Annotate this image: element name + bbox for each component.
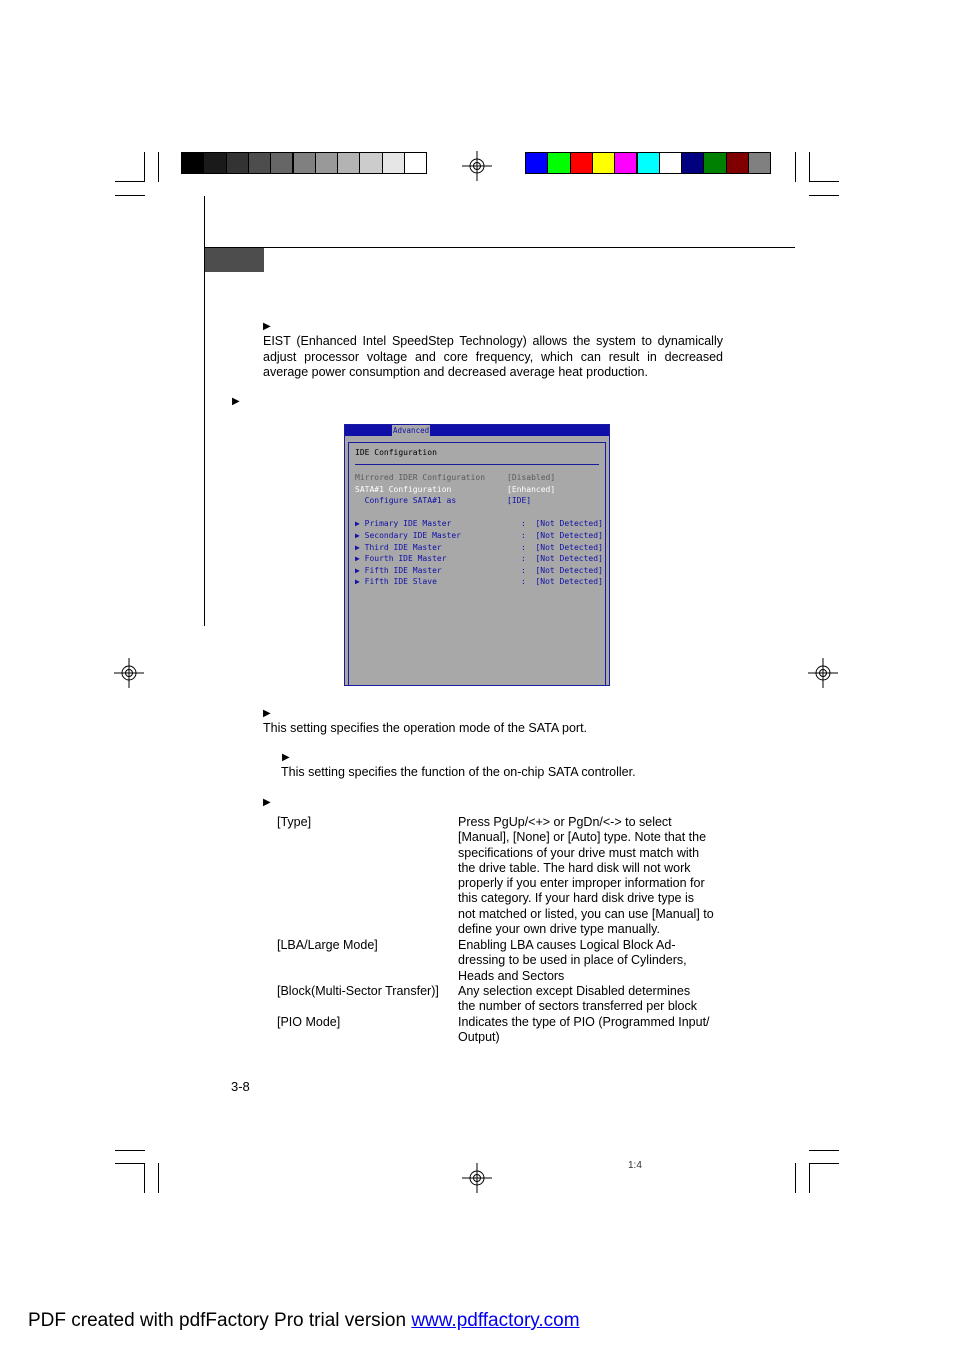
crop-mark (115, 1150, 145, 1151)
registration-mark-icon (808, 658, 838, 688)
table-desc-line: Heads and Sectors (458, 968, 565, 983)
color-swatch (748, 152, 771, 174)
table-desc (458, 984, 726, 1015)
table-desc (458, 938, 726, 984)
bios-device-label[interactable]: ▶ Third IDE Master (355, 543, 442, 552)
crop-mark (115, 181, 145, 182)
crop-mark (144, 1163, 145, 1193)
bullet-arrow-icon: ▶ (263, 797, 271, 808)
color-swatch (226, 152, 249, 174)
bios-device-value: : [Not Detected] (521, 531, 603, 540)
table-desc-line: Output) (458, 1030, 500, 1045)
page-number: 3-8 (231, 1079, 250, 1094)
sata-port-description: This setting specifies the operation mode of the SATA port. (263, 721, 588, 735)
bios-device-value: : [Not Detected] (521, 577, 603, 586)
bios-device-value: : [Not Detected] (521, 554, 603, 563)
bullet-arrow-icon: ▶ (263, 321, 271, 332)
table-desc (458, 1015, 726, 1046)
table-desc-line: specifications of your drive must match with (458, 845, 700, 860)
crop-mark (809, 1163, 810, 1193)
table-desc (458, 815, 726, 937)
color-swatch (359, 152, 382, 174)
bios-screenshot (344, 424, 610, 686)
bios-menu-bar (345, 425, 609, 436)
registration-mark-icon (462, 1163, 492, 1193)
bios-device-label[interactable]: ▶ Fifth IDE Slave (355, 577, 437, 586)
crop-mark (115, 1163, 145, 1164)
crop-mark (809, 195, 839, 196)
color-swatch (525, 152, 548, 174)
table-term: [Type] (277, 815, 312, 829)
table-desc-line: properly if you enter improper information for (458, 876, 705, 891)
color-swatch (203, 152, 226, 174)
footer-text: PDF created with pdfFactory Pro trial version (28, 1310, 412, 1331)
color-swatch (315, 152, 338, 174)
bios-panel-title: IDE Configuration (355, 448, 437, 457)
color-swatch (337, 152, 360, 174)
table-desc-line: Enabling LBA causes Logical Block Ad- (458, 938, 676, 952)
bullet-arrow-icon: ▶ (282, 752, 290, 763)
table-term: [Block(Multi-Sector Transfer)] (277, 984, 439, 998)
print-mark: 1:4 (628, 1160, 642, 1171)
bios-option-value[interactable]: [IDE] (507, 496, 532, 505)
table-desc-line: the number of sectors transferred per block (458, 999, 698, 1014)
bios-option-label[interactable]: SATA#1 Configuration (355, 485, 452, 494)
bios-device-value: : [Not Detected] (521, 566, 603, 575)
crop-mark (795, 152, 796, 182)
bios-device-label[interactable]: ▶ Fourth IDE Master (355, 554, 447, 563)
crop-mark (809, 1163, 839, 1164)
bios-tab-advanced[interactable]: Advanced (393, 426, 430, 435)
crop-mark (809, 152, 810, 182)
table-term: [LBA/Large Mode] (277, 938, 378, 952)
crop-mark (158, 1163, 159, 1193)
crop-mark (795, 1163, 796, 1193)
color-swatch (592, 152, 615, 174)
color-swatch (637, 152, 660, 174)
color-swatch (547, 152, 570, 174)
bios-option-label[interactable]: Configure SATA#1 as (355, 496, 457, 505)
color-swatch (703, 152, 726, 174)
table-desc-line: the drive table. The hard disk will not work (458, 860, 691, 875)
color-swatch (726, 152, 749, 174)
table-desc-line: Indicates the type of PIO (Programmed Input/ (458, 1015, 710, 1029)
table-desc-line: [Manual], [None] or [Auto] type. Note that the (458, 830, 707, 845)
bios-device-value: : [Not Detected] (521, 543, 603, 552)
color-swatch (681, 152, 704, 174)
crop-mark (115, 195, 145, 196)
table-desc-line: define your own drive type manually. (458, 922, 660, 937)
registration-mark-icon (114, 658, 144, 688)
table-desc-line: Press PgUp/<+> or PgDn/<-> to select (458, 815, 672, 829)
sata-controller-description: This setting specifies the function of the on-chip SATA controller. (281, 765, 636, 779)
color-swatch (382, 152, 405, 174)
crop-mark (809, 181, 839, 182)
table-desc-line: not matched or listed, you can use [Manual] to (458, 906, 714, 921)
bios-divider (355, 464, 599, 465)
bios-device-value: : [Not Detected] (521, 519, 603, 528)
table-desc-line: dressing to be used in place of Cylinders, (458, 953, 687, 968)
bullet-arrow-icon: ▶ (263, 708, 271, 719)
bios-device-label[interactable]: ▶ Fifth IDE Master (355, 566, 442, 575)
color-swatch (614, 152, 637, 174)
color-swatch (404, 152, 427, 174)
crop-mark (809, 1150, 839, 1151)
eist-description: EIST (Enhanced Intel SpeedStep Technology) allows the system to dynamically adjust processor voltage and core frequency, which can result in decreased average power consumption and decreased average heat production. (263, 334, 723, 379)
bios-option-value[interactable]: [Enhanced] (507, 485, 556, 494)
chapter-tab (205, 248, 264, 272)
color-swatch (570, 152, 593, 174)
bios-device-label[interactable]: ▶ Primary IDE Master (355, 519, 452, 528)
bios-option-label[interactable]: Mirrored IDER Configuration (355, 473, 486, 482)
color-swatch (270, 152, 293, 174)
color-swatch (659, 152, 682, 174)
color-swatch (181, 152, 204, 174)
registration-mark-icon (462, 151, 492, 181)
bios-option-value[interactable]: [Disabled] (507, 473, 556, 482)
crop-mark (158, 152, 159, 182)
header-rule (204, 247, 795, 248)
bios-panel (348, 442, 606, 685)
color-swatch (248, 152, 271, 174)
footer-link[interactable]: www.pdffactory.com (411, 1310, 580, 1331)
bios-device-label[interactable]: ▶ Secondary IDE Master (355, 531, 461, 540)
pdf-footer (28, 1310, 580, 1332)
table-term: [PIO Mode] (277, 1015, 341, 1029)
color-swatch (293, 152, 316, 174)
bullet-arrow-icon: ▶ (232, 396, 240, 407)
table-desc-line: this category. If your hard disk drive type is (458, 891, 694, 906)
table-desc-line: Any selection except Disabled determines (458, 984, 691, 998)
crop-mark (144, 152, 145, 182)
